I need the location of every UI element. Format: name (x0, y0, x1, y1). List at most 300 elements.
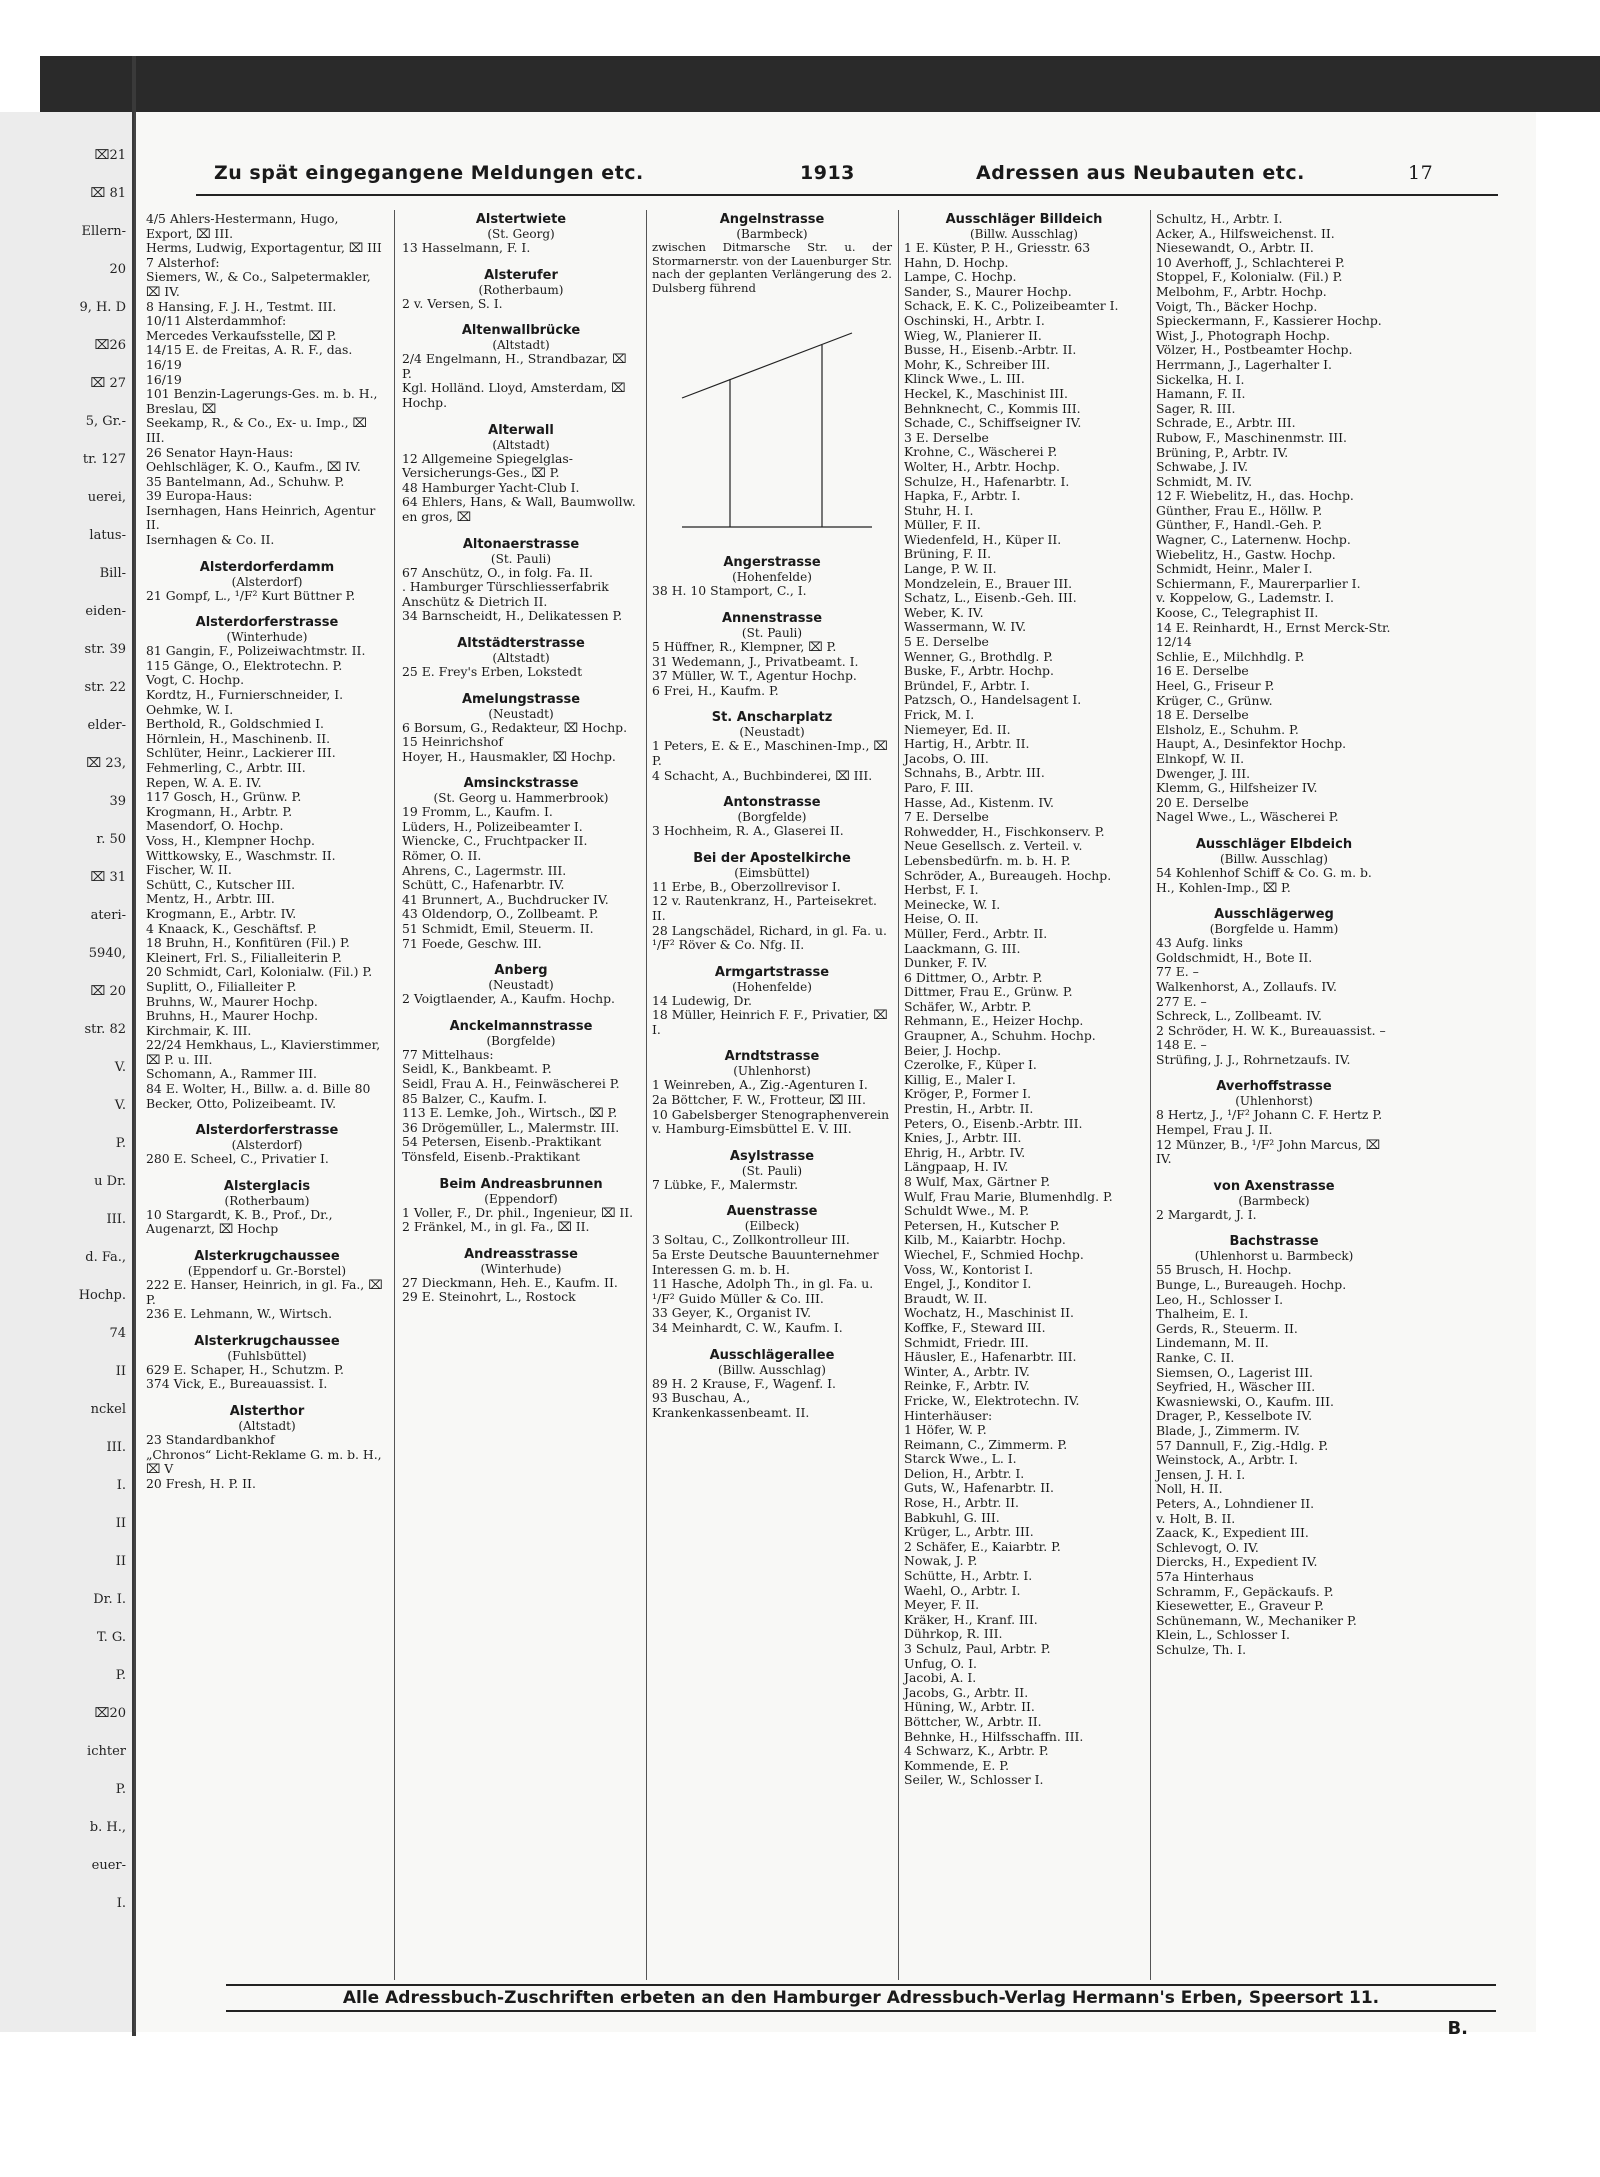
street-section (402, 776, 640, 951)
address-entry: 43 Aufg. links (1156, 935, 1243, 951)
street-title: Alsterglacis (223, 1178, 311, 1194)
fragment-text: V. (114, 1060, 126, 1075)
address-entry: Wiebelitz, H., Gastw. Hochp. (1156, 546, 1336, 562)
address-entry: Schmidt, M. IV. (1156, 473, 1253, 489)
address-entry: Schultz, H., Arbtr. I. (1156, 211, 1283, 226)
address-entry: Heise, O. II. (904, 911, 979, 927)
address-entry: 71 Foede, Geschw. III. (402, 935, 542, 951)
fragment-text: ⌧ 23, (86, 756, 126, 771)
street-title: Alterwall (488, 422, 554, 438)
address-entry: 4 Schwarz, K., Arbtr. P. (904, 1743, 1049, 1759)
address-entry: Schiermann, F., Maurerparlier I. (1156, 575, 1361, 591)
street-section (146, 615, 388, 1111)
address-entry: Wassermann, W. IV. (904, 619, 1027, 635)
address-entry: Blade, J., Zimmerm. IV. (1156, 1422, 1300, 1438)
address-entry: Delion, H., Arbtr. I. (904, 1465, 1025, 1481)
address-entry: 14 E. Reinhardt, H., Ernst Merck-Str. 12/14 (1156, 619, 1395, 650)
street-section (402, 323, 640, 410)
address-entry: Elnkopf, W. II. (1156, 750, 1245, 766)
address-entry: 277 E. – (1156, 993, 1207, 1009)
street-section (652, 1149, 892, 1193)
address-entry: 26 Senator Hayn-Haus: (146, 444, 294, 460)
address-entry: 54 Kohlenhof Schiff & Co. G. m. b. H., Kohlen-Imp., ⌧ P. (1156, 864, 1376, 895)
address-entry: Günther, Frau E., Höllw. P. (1156, 502, 1323, 518)
address-entry: Diercks, H., Expedient IV. (1156, 1554, 1318, 1570)
address-entry: Thalheim, E. I. (1156, 1306, 1249, 1322)
street-section (402, 1019, 640, 1165)
address-entry: Längpaap, H. IV. (904, 1159, 1009, 1175)
address-entry: 11 Hasche, Adolph Th., in gl. Fa. u. ¹/F² Guido Müller & Co. III. (652, 1276, 878, 1306)
fragment-text: 20 (109, 262, 126, 277)
address-entry: Rose, H., Arbtr. II. (904, 1495, 1019, 1511)
street-title: Annenstrasse (721, 610, 823, 626)
address-entry: v. Holt, B. II. (1156, 1510, 1236, 1526)
scan-border-top (40, 56, 1600, 112)
address-entry: 4 Schacht, A., Buchbinderei, ⌧ III. (652, 767, 873, 783)
address-entry: Patzsch, O., Handelsagent I. (904, 692, 1082, 708)
address-entry: Wiechel, F., Schmied Hochp. (904, 1246, 1084, 1262)
street-section (1156, 837, 1392, 895)
fragment-text: euer- (91, 1858, 126, 1873)
address-entry: Kgl. Holländ. Lloyd, Amsterdam, ⌧ Hochp. (402, 380, 630, 410)
street-section (146, 1123, 388, 1167)
address-entry: Schlevogt, O. IV. (1156, 1539, 1259, 1555)
address-entry: Mercedes Verkaufsstelle, ⌧ P. (146, 327, 337, 343)
address-entry: Schlüter, Heinr., Lackierer III. (146, 745, 336, 761)
address-entry: Wenner, G., Brothdlg. P. (904, 648, 1053, 664)
address-entry: 12 v. Rautenkranz, H., Parteisekret. II. (652, 893, 881, 923)
address-entry: Herms, Ludwig, Exportagentur, ⌧ III (146, 240, 382, 256)
address-entry: Koose, C., Telegraphist II. (1156, 605, 1319, 621)
address-entry: Hamann, F. II. (1156, 386, 1246, 402)
address-entry: 236 E. Lehmann, W., Wirtsch. (146, 1306, 333, 1322)
address-entry: 55 Brusch, H. Hochp. (1156, 1262, 1292, 1278)
fragment-text: b. H., (89, 1820, 126, 1835)
address-entry: Unfug, O. I. (904, 1655, 977, 1671)
district-label: (Eppendorf u. Gr.-Borstel) (187, 1264, 347, 1279)
street-section (904, 212, 1144, 1788)
address-entry: Schröder, A., Bureaugeh. Hochp. (904, 867, 1112, 883)
street-section (402, 268, 640, 312)
directory-page (134, 112, 1536, 2039)
address-entry: Schack, E. K. C., Polizeibeamter I. (904, 298, 1119, 314)
district-label: (Hohenfelde) (732, 570, 812, 585)
street-section (652, 1348, 892, 1421)
address-entry: Leo, H., Schlosser I. (1156, 1291, 1284, 1307)
address-entry: Frick, M. I. (904, 707, 975, 722)
address-entry: Lange, P. W. II. (904, 561, 997, 577)
district-label: (Barmbeck) (736, 227, 808, 241)
address-entry: Hüning, W., Arbtr. II. (904, 1699, 1035, 1715)
street-section (652, 965, 892, 1038)
address-entry: Masendorf, O. Hochp. (146, 818, 284, 834)
fragment-text: str. 39 (84, 642, 126, 657)
fragment-text: V. (114, 1098, 126, 1113)
street-title: Bei der Apostelkirche (693, 850, 851, 866)
address-entry: 5 E. Derselbe (904, 634, 989, 650)
address-entry: Nowak, J. P. (904, 1553, 978, 1569)
address-entry: Schomann, A., Rammer III. (146, 1066, 317, 1082)
street-title: Altenwallbrücke (461, 323, 581, 339)
address-entry: 93 Buschau, A., Krankenkassenbeamt. II. (652, 1390, 810, 1420)
address-entry: Voss, H., Klempner Hochp. (146, 832, 315, 848)
fragment-text: 5940, (88, 946, 126, 961)
address-entry: Killig, E., Maler I. (904, 1071, 1016, 1087)
address-entry: Fehmerling, C., Arbtr. III. (146, 760, 306, 775)
address-entry: Acker, A., Hilfsweichenst. II. (1156, 225, 1335, 241)
street-title: Arndtstrasse (724, 1049, 820, 1065)
address-entry: Siemers, W., & Co., Salpetermakler, ⌧ IV. (146, 269, 375, 299)
column-1 (146, 212, 388, 1491)
address-entry: Kwasniewski, O., Kaufm. III. (1156, 1393, 1334, 1409)
address-entry: Hasse, Ad., Kistenm. IV. (904, 794, 1054, 810)
address-entry: 20 Fresh, H. P. II. (146, 1475, 256, 1491)
column-5 (1156, 211, 1395, 1657)
address-entry: Graupner, A., Schuhm. Hochp. (904, 1028, 1096, 1044)
address-entry: Niemeyer, Ed. II. (904, 721, 1011, 737)
fragment-text: P. (115, 1668, 126, 1683)
district-label: (Alsterdorf) (231, 574, 303, 589)
address-entry: Wiedenfeld, H., Küper II. (904, 531, 1062, 547)
fragment-text: tr. 127 (82, 452, 126, 467)
address-entry: Hoyer, H., Hausmakler, ⌧ Hochp. (402, 748, 616, 764)
address-entry: 34 Meinhardt, C. W., Kaufm. I. (652, 1320, 843, 1335)
address-entry: 8 Hansing, F. J. H., Testmt. III. (146, 298, 337, 314)
district-label: (Uhlenhorst) (1235, 1094, 1313, 1109)
address-entry: 27 Dieckmann, Heh. E., Kaufm. II. (402, 1274, 618, 1290)
fragment-text: 5, Gr.- (85, 414, 126, 429)
address-entry: Lampe, C. Hochp. (904, 269, 1017, 285)
address-entry: 6 Frei, H., Kaufm. P. (652, 682, 779, 698)
address-entry: Behnknecht, C., Kommis III. (904, 400, 1081, 416)
address-entry: 28 Langschädel, Richard, in gl. Fa. u. ¹/F² Röver & Co. Nfg. II. (652, 922, 891, 953)
address-entry: Seyfried, H., Wäscher III. (1156, 1379, 1316, 1395)
address-entry: Fricke, W., Elektrotechn. IV. (904, 1392, 1080, 1408)
address-entry: Schrade, E., Arbtr. III. (1156, 415, 1296, 431)
address-entry: 3 Hochheim, R. A., Glaserei II. (652, 823, 844, 839)
address-entry: Bründel, F., Arbtr. I. (904, 677, 1030, 693)
address-entry: Schade, C., Schiffseigner IV. (904, 415, 1082, 431)
street-section (1156, 1079, 1392, 1166)
address-entry: Brüning, F. II. (904, 546, 992, 562)
column-divider (1150, 210, 1151, 1980)
address-entry: Herrmann, J., Lagerhalter I. (1156, 356, 1332, 372)
street-title: Alstertwiete (475, 212, 567, 227)
street-title: von Axenstrasse (1213, 1178, 1335, 1194)
page-number: 17 (1408, 162, 1434, 184)
address-entry: Wist, J., Photograph Hochp. (1156, 327, 1330, 343)
address-entry: Stoppel, F., Kolonialw. (Fil.) P. (1156, 269, 1343, 285)
address-entry: 31 Wedemann, J., Privatbeamt. I. (652, 653, 859, 669)
district-label: (Billw. Ausschlag) (1219, 851, 1328, 866)
street-section (146, 212, 388, 548)
address-entry: Völzer, H., Postbeamter Hochp. (1156, 342, 1353, 358)
district-label: (Billw. Ausschlag) (969, 227, 1078, 241)
address-entry: 18 Müller, Heinrich F. F., Privatier, ⌧ I. (652, 1007, 892, 1037)
address-entry: Niesewandt, O., Arbtr. II. (1156, 240, 1314, 256)
column-4 (904, 212, 1144, 1788)
address-entry: 57a Hinterhaus (1156, 1568, 1254, 1584)
street-section (1156, 1234, 1392, 1657)
fragment-text: ichter (87, 1744, 126, 1759)
address-entry: Guts, W., Hafenarbtr. II. (904, 1480, 1054, 1496)
address-entry: 13 Hasselmann, F. I. (402, 240, 531, 255)
address-entry: Behnke, H., Hilfsschaffn. III. (904, 1728, 1084, 1744)
address-entry: 48 Hamburger Yacht-Club I. (402, 479, 580, 495)
address-entry: 35 Bantelmann, Ad., Schuhw. P. (146, 473, 345, 489)
column-3 (652, 212, 892, 1420)
address-entry: Krüger, L., Arbtr. III. (904, 1524, 1034, 1540)
address-entry: Krüger, C., Grünw. (1156, 692, 1273, 708)
address-entry: Müller, F. II. (904, 517, 981, 533)
address-entry: 7 Alsterhof: (146, 254, 220, 270)
address-entry: 2a Böttcher, F. W., Frotteur, ⌧ III. (652, 1092, 866, 1108)
street-title: Amsinckstrasse (463, 776, 579, 792)
fragment-text: ateri- (90, 908, 126, 923)
address-entry: Ahrens, C., Lagermstr. III. (402, 862, 567, 878)
address-entry: Paro, F. III. (904, 779, 974, 795)
address-entry: 43 Oldendorp, O., Zollbeamt. P. (402, 906, 599, 922)
address-entry: 5 Hüffner, R., Klempner, ⌧ P. (652, 638, 837, 654)
address-entry: Müller, Ferd., Arbtr. II. (904, 925, 1048, 941)
address-entry: Schramm, F., Gepäckaufs. P. (1156, 1583, 1334, 1599)
address-entry: 77 E. – (1156, 964, 1199, 980)
address-entry: 84 E. Wolter, H., Billw. a. d. Bille 80 (146, 1081, 371, 1097)
address-entry: Winter, A., Arbtr. IV. (904, 1363, 1030, 1379)
address-entry: Prestin, H., Arbtr. II. (904, 1101, 1034, 1117)
street-section (652, 851, 892, 953)
address-entry: Kiesewetter, E., Graveur P. (1156, 1598, 1324, 1614)
fragment-text: III. (106, 1440, 126, 1455)
address-entry: Walkenhorst, A., Zollaufs. IV. (1156, 978, 1337, 994)
address-entry: Repen, W. A. E. IV. (146, 774, 262, 790)
address-entry: 33 Geyer, K., Organist IV. (652, 1305, 812, 1321)
address-entry: Klemm, G., Hilfsheizer IV. (1156, 780, 1318, 796)
address-entry: Schatz, L., Eisenb.-Geh. III. (904, 590, 1077, 606)
address-entry: Krohne, C., Wäscherei P. (904, 444, 1058, 460)
fragment-text: ⌧21 (94, 148, 126, 163)
address-entry: Sager, R. III. (1156, 400, 1236, 416)
street-section (402, 537, 640, 624)
address-entry: 2 Voigtlaender, A., Kaufm. Hochp. (402, 991, 615, 1007)
address-entry: 101 Benzin-Lagerungs-Ges. m. b. H., Breslau, ⌧ (146, 386, 382, 416)
street-title: Armgartstrasse (714, 964, 830, 980)
street-description: zwischen Ditmarsche Str. u. der Stormarnerstr. von der Lauenburger Str. nach der geplanten Verlängerung des 2. Dulsberg führend (652, 240, 892, 295)
fragment-text: I. (116, 1478, 126, 1493)
street-title: Ausschlägerweg (1214, 907, 1334, 923)
address-entry: Voigt, Th., Bäcker Hochp. (1156, 298, 1318, 314)
address-entry: 29 E. Steinohrt, L., Rostock (402, 1289, 576, 1305)
address-entry: 1 E. Küster, P. H., Griesstr. 63 (904, 240, 1091, 255)
address-entry: Suplitt, O., Filialleiter P. (146, 978, 297, 994)
address-entry: 5a Erste Deutsche Bauunternehmer Interessen G. m. b. H. (652, 1247, 883, 1277)
address-entry: 89 H. 2 Krause, F., Wagenf. I. (652, 1375, 836, 1391)
street-section (1156, 211, 1395, 825)
address-entry: Römer, O. II. (402, 848, 482, 864)
address-entry: Schmidt, Heinr., Maler I. (1156, 561, 1313, 577)
address-entry: Meinecke, W. I. (904, 896, 1001, 912)
address-entry: 1 Peters, E. & E., Maschinen-Imp., ⌧ P. (652, 738, 892, 768)
address-entry: 20 E. Derselbe (1156, 794, 1249, 810)
address-entry: Wittkowsky, E., Waschmstr. II. (146, 847, 336, 863)
street-title: Ausschläger Elbdeich (1195, 836, 1353, 852)
street-section (652, 1204, 892, 1335)
district-label: (Altstadt) (492, 338, 550, 353)
address-entry: Wieg, W., Planierer II. (904, 327, 1042, 343)
fragment-text: T. G. (96, 1630, 126, 1645)
address-entry: 1 Weinreben, A., Zig.-Agenturen I. (652, 1077, 868, 1093)
header-rule (196, 194, 1498, 196)
address-entry: 222 E. Hanser, Heinrich, in gl. Fa., ⌧ P. (146, 1277, 387, 1307)
address-entry: Gerds, R., Steuerm. II. (1156, 1320, 1298, 1336)
address-entry: v. Koppelow, G., Lademstr. I. (1156, 590, 1334, 606)
address-entry: Busse, H., Eisenb.-Arbtr. II. (904, 342, 1077, 358)
address-entry: Klein, L., Schlosser I. (1156, 1627, 1290, 1643)
street-section (402, 636, 640, 680)
address-entry: 19 Fromm, L., Kaufm. I. (402, 804, 553, 820)
address-entry: Siemsen, O., Lagerist III. (1156, 1364, 1313, 1380)
district-label: (Winterhude) (226, 630, 308, 645)
address-entry: 38 H. 10 Stamport, C., I. (652, 583, 807, 599)
fragment-text: 39 (109, 794, 126, 809)
street-section (402, 1177, 640, 1235)
fragment-text: Ellern- (81, 224, 126, 239)
address-entry: Starck Wwe., L. I. (904, 1451, 1017, 1467)
address-entry: Kröger, P., Former I. (904, 1086, 1032, 1102)
address-entry: Peters, A., Lohndiener II. (1156, 1495, 1315, 1511)
address-entry: Drager, P., Kesselbote IV. (1156, 1408, 1313, 1424)
address-entry: Dittmer, Frau E., Grünw. P. (904, 984, 1073, 1000)
address-entry: 16 E. Derselbe (1156, 663, 1249, 679)
address-entry: 2/4 Engelmann, H., Strandbazar, ⌧ P. (402, 351, 631, 381)
fragment-text: II (115, 1516, 126, 1531)
address-entry: Kordtz, H., Furnierschneider, I. (146, 687, 344, 703)
address-entry: Dunker, F. IV. (904, 955, 988, 971)
address-entry: Schreck, L., Zollbeamt. IV. (1156, 1008, 1322, 1024)
district-label: (Billw. Ausschlag) (717, 1362, 826, 1377)
street-section (146, 560, 388, 604)
street-section (652, 1049, 892, 1136)
address-entry: 2 Schröder, H. W. K., Bureauassist. – (1156, 1022, 1386, 1038)
address-entry: Reinke, F., Arbtr. IV. (904, 1378, 1030, 1394)
address-entry: Oschinski, H., Arbtr. I. (904, 312, 1045, 328)
street-title: St. Anscharplatz (711, 710, 833, 726)
street-section (1156, 1179, 1392, 1223)
address-entry: Bunge, L., Bureaugeh. Hochp. (1156, 1277, 1347, 1293)
address-entry: 85 Balzer, C., Kaufm. I. (402, 1090, 547, 1106)
address-entry: 3 Schulz, Paul, Arbtr. P. (904, 1641, 1051, 1656)
street-title: Andreasstrasse (464, 1246, 578, 1262)
fragment-text: ⌧ 20 (90, 984, 126, 999)
address-entry: 280 E. Scheel, C., Privatier I. (146, 1151, 329, 1167)
street-title: Alsterkrugchaussee (194, 1333, 340, 1349)
fragment-text: elder- (87, 718, 126, 733)
address-entry: Braudt, W. II. (904, 1290, 988, 1306)
district-label: (Fuhlsbüttel) (227, 1348, 307, 1363)
district-label: (Neustadt) (488, 706, 554, 721)
address-entry: Fischer, W. II. (146, 862, 232, 878)
address-entry: 2 Fränkel, M., in gl. Fa., ⌧ II. (402, 1219, 590, 1235)
district-label: (Altstadt) (492, 437, 550, 452)
address-entry: Elsholz, E., Schuhm. P. (1156, 721, 1299, 737)
address-entry: 7 Lübke, F., Malermstr. (652, 1176, 799, 1192)
street-title: Alsterthor (229, 1404, 305, 1419)
address-entry: Jensen, J. H. I. (1156, 1466, 1246, 1482)
address-entry: Rubow, F., Maschinenmstr. III. (1156, 429, 1347, 445)
address-entry: 2 Margardt, J. I. (1156, 1206, 1257, 1222)
address-entry: Seidl, K., Bankbeamt. P. (402, 1061, 552, 1077)
address-entry: Günther, F., Handl.-Geh. P. (1156, 517, 1323, 533)
district-label: (St. Pauli) (490, 551, 552, 566)
fragment-text: II (115, 1554, 126, 1569)
address-entry: Wolter, H., Arbtr. Hochp. (904, 458, 1060, 474)
address-entry: 629 E. Schaper, H., Schutzm. P. (146, 1361, 344, 1377)
address-entry: Koffke, F., Steward III. (904, 1319, 1046, 1335)
address-entry: „Chronos“ Licht-Reklame G. m. b. H., ⌧ V (146, 1446, 386, 1477)
address-entry: Spieckermann, F., Kassierer Hochp. (1156, 313, 1382, 329)
district-label: (Rotherbaum) (478, 282, 564, 297)
address-entry: Beier, J. Hochp. (904, 1042, 1002, 1058)
address-entry: Klinck Wwe., L. III. (904, 371, 1025, 387)
fragment-text: u Dr. (94, 1174, 126, 1189)
address-entry: Isernhagen, Hans Heinrich, Agentur II. (146, 502, 380, 533)
address-entry: Lindemann, M. II. (1156, 1335, 1269, 1351)
address-entry: Laackmann, G. III. (904, 940, 1021, 956)
district-label: (Rotherbaum) (224, 1193, 310, 1208)
street-title: Ausschlägerallee (709, 1347, 835, 1363)
address-entry: Jacobs, O. III. (904, 750, 989, 766)
fragment-text: Bill- (99, 566, 126, 581)
street-title: Averhoffstrasse (1216, 1079, 1332, 1095)
address-entry: Schmidt, Friedr. III. (904, 1334, 1029, 1350)
district-label: (Altstadt) (238, 1419, 296, 1433)
address-entry: Oehmke, W. I. (146, 701, 234, 717)
address-entry: Reimann, C., Zimmerm. P. (904, 1436, 1068, 1452)
street-section (402, 963, 640, 1007)
district-label: (Hohenfelde) (732, 979, 812, 994)
street-section (402, 212, 640, 256)
map-lines (652, 303, 892, 543)
address-entry: Waehl, O., Arbtr. I. (904, 1582, 1021, 1598)
address-entry: Engel, J., Konditor I. (904, 1276, 1032, 1292)
address-entry: Schünemann, W., Mechaniker P. (1156, 1612, 1357, 1628)
address-entry: Jacobs, G., Arbtr. II. (904, 1684, 1029, 1700)
address-entry: Petersen, H., Kutscher P. (904, 1217, 1060, 1233)
district-label: (Uhlenhorst) (733, 1064, 811, 1079)
district-label: (Eilbeck) (744, 1219, 800, 1234)
address-entry: Hörnlein, H., Maschinenb. II. (146, 730, 331, 746)
district-label: (Winterhude) (480, 1261, 562, 1276)
street-section (146, 1334, 388, 1392)
address-entry: Kleinert, Frl. S., Filialleiterin P. (146, 949, 342, 965)
address-entry: Böttcher, W., Arbtr. II. (904, 1713, 1042, 1729)
address-entry: Schnahs, B., Arbtr. III. (904, 765, 1045, 781)
address-entry: 2 v. Versen, S. I. (402, 295, 503, 311)
address-entry: 64 Ehlers, Hans, & Wall, Baumwollw. en gros, ⌧ (402, 494, 640, 524)
street-title: Amelungstrasse (461, 691, 581, 707)
street-title: Alsterdorferdamm (199, 559, 335, 575)
address-entry: Schütt, C., Kutscher III. (146, 876, 296, 892)
address-entry: Berthold, R., Goldschmied I. (146, 716, 324, 732)
fragment-text: str. 22 (84, 680, 126, 695)
street-section (652, 212, 892, 543)
header-left-title: Zu spät eingegangene Meldungen etc. (214, 162, 644, 184)
address-entry: Wulf, Frau Marie, Blumenhdlg. P. (904, 1188, 1113, 1204)
address-entry: Schulze, Th. I. (1156, 1641, 1247, 1657)
address-entry: Wiencke, C., Fruchtpacker II. (402, 833, 588, 849)
address-entry: Krogmann, H., Arbtr. P. (146, 803, 293, 819)
address-entry: Melbohm, F., Arbtr. Hochp. (1156, 283, 1327, 299)
